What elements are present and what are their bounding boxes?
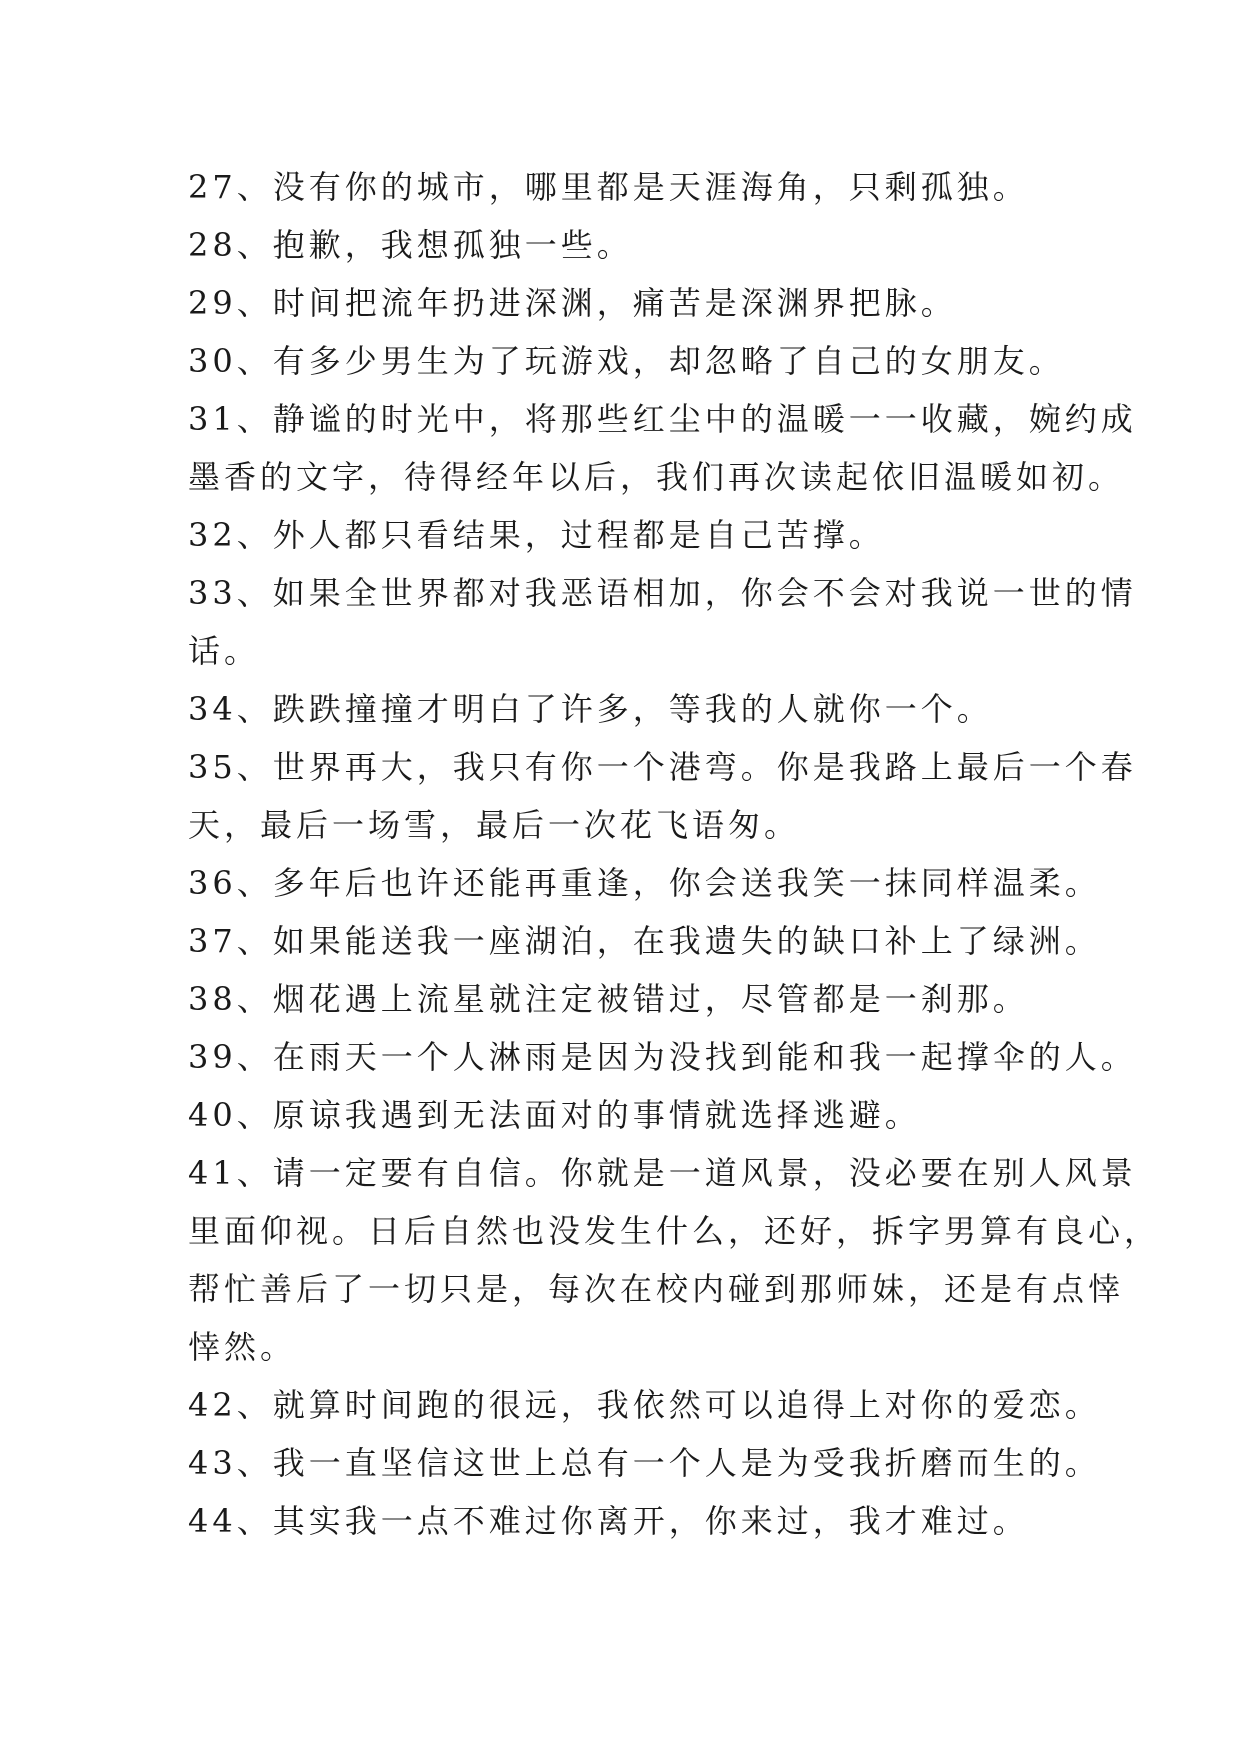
text-line: 话。 — [188, 632, 261, 670]
text-line: 36、多年后也许还能再重逢，你会送我笑一抹同样温柔。 — [188, 864, 1101, 902]
text-line: 30、有多少男生为了玩游戏，却忽略了自己的女朋友。 — [188, 342, 1065, 380]
text-line: 38、烟花遇上流星就注定被错过，尽管都是一刹那。 — [188, 980, 1029, 1018]
text-line: 40、原谅我遇到无法面对的事情就选择逃避。 — [188, 1096, 921, 1134]
text-line: 28、抱歉，我想孤独一些。 — [188, 226, 633, 264]
document-body — [188, 158, 1161, 1550]
text-line: 35、世界再大，我只有你一个港弯。你是我路上最后一个春 — [188, 748, 1137, 786]
text-line: 里面仰视。日后自然也没发生什么，还好，拆字男算有良心， — [188, 1212, 1161, 1250]
text-line: 43、我一直坚信这世上总有一个人是为受我折磨而生的。 — [188, 1444, 1101, 1482]
text-line: 墨香的文字，待得经年以后，我们再次读起依旧温暖如初。 — [188, 458, 1125, 496]
text-line: 天，最后一场雪，最后一次花飞语匆。 — [188, 806, 801, 844]
text-line: 42、就算时间跑的很远，我依然可以追得上对你的爱恋。 — [188, 1386, 1101, 1424]
text-line: 悻然。 — [188, 1328, 297, 1366]
text-line: 44、其实我一点不难过你离开，你来过，我才难过。 — [188, 1502, 1029, 1540]
text-line: 37、如果能送我一座湖泊，在我遗失的缺口补上了绿洲。 — [188, 922, 1101, 960]
text-line: 39、在雨天一个人淋雨是因为没找到能和我一起撑伞的人。 — [188, 1038, 1137, 1076]
text-line: 31、静谧的时光中，将那些红尘中的温暖一一收藏，婉约成 — [188, 400, 1137, 438]
text-line: 27、没有你的城市，哪里都是天涯海角，只剩孤独。 — [188, 168, 1029, 206]
text-line: 33、如果全世界都对我恶语相加，你会不会对我说一世的情 — [188, 574, 1137, 612]
text-line: 34、跌跌撞撞才明白了许多，等我的人就你一个。 — [188, 690, 993, 728]
text-line: 帮忙善后了一切只是，每次在校内碰到那师妹，还是有点悻 — [188, 1270, 1125, 1308]
text-line: 41、请一定要有自信。你就是一道风景，没必要在别人风景 — [188, 1154, 1137, 1192]
text-line: 32、外人都只看结果，过程都是自己苦撑。 — [188, 516, 885, 554]
text-line: 29、时间把流年扔进深渊，痛苦是深渊界把脉。 — [188, 284, 957, 322]
